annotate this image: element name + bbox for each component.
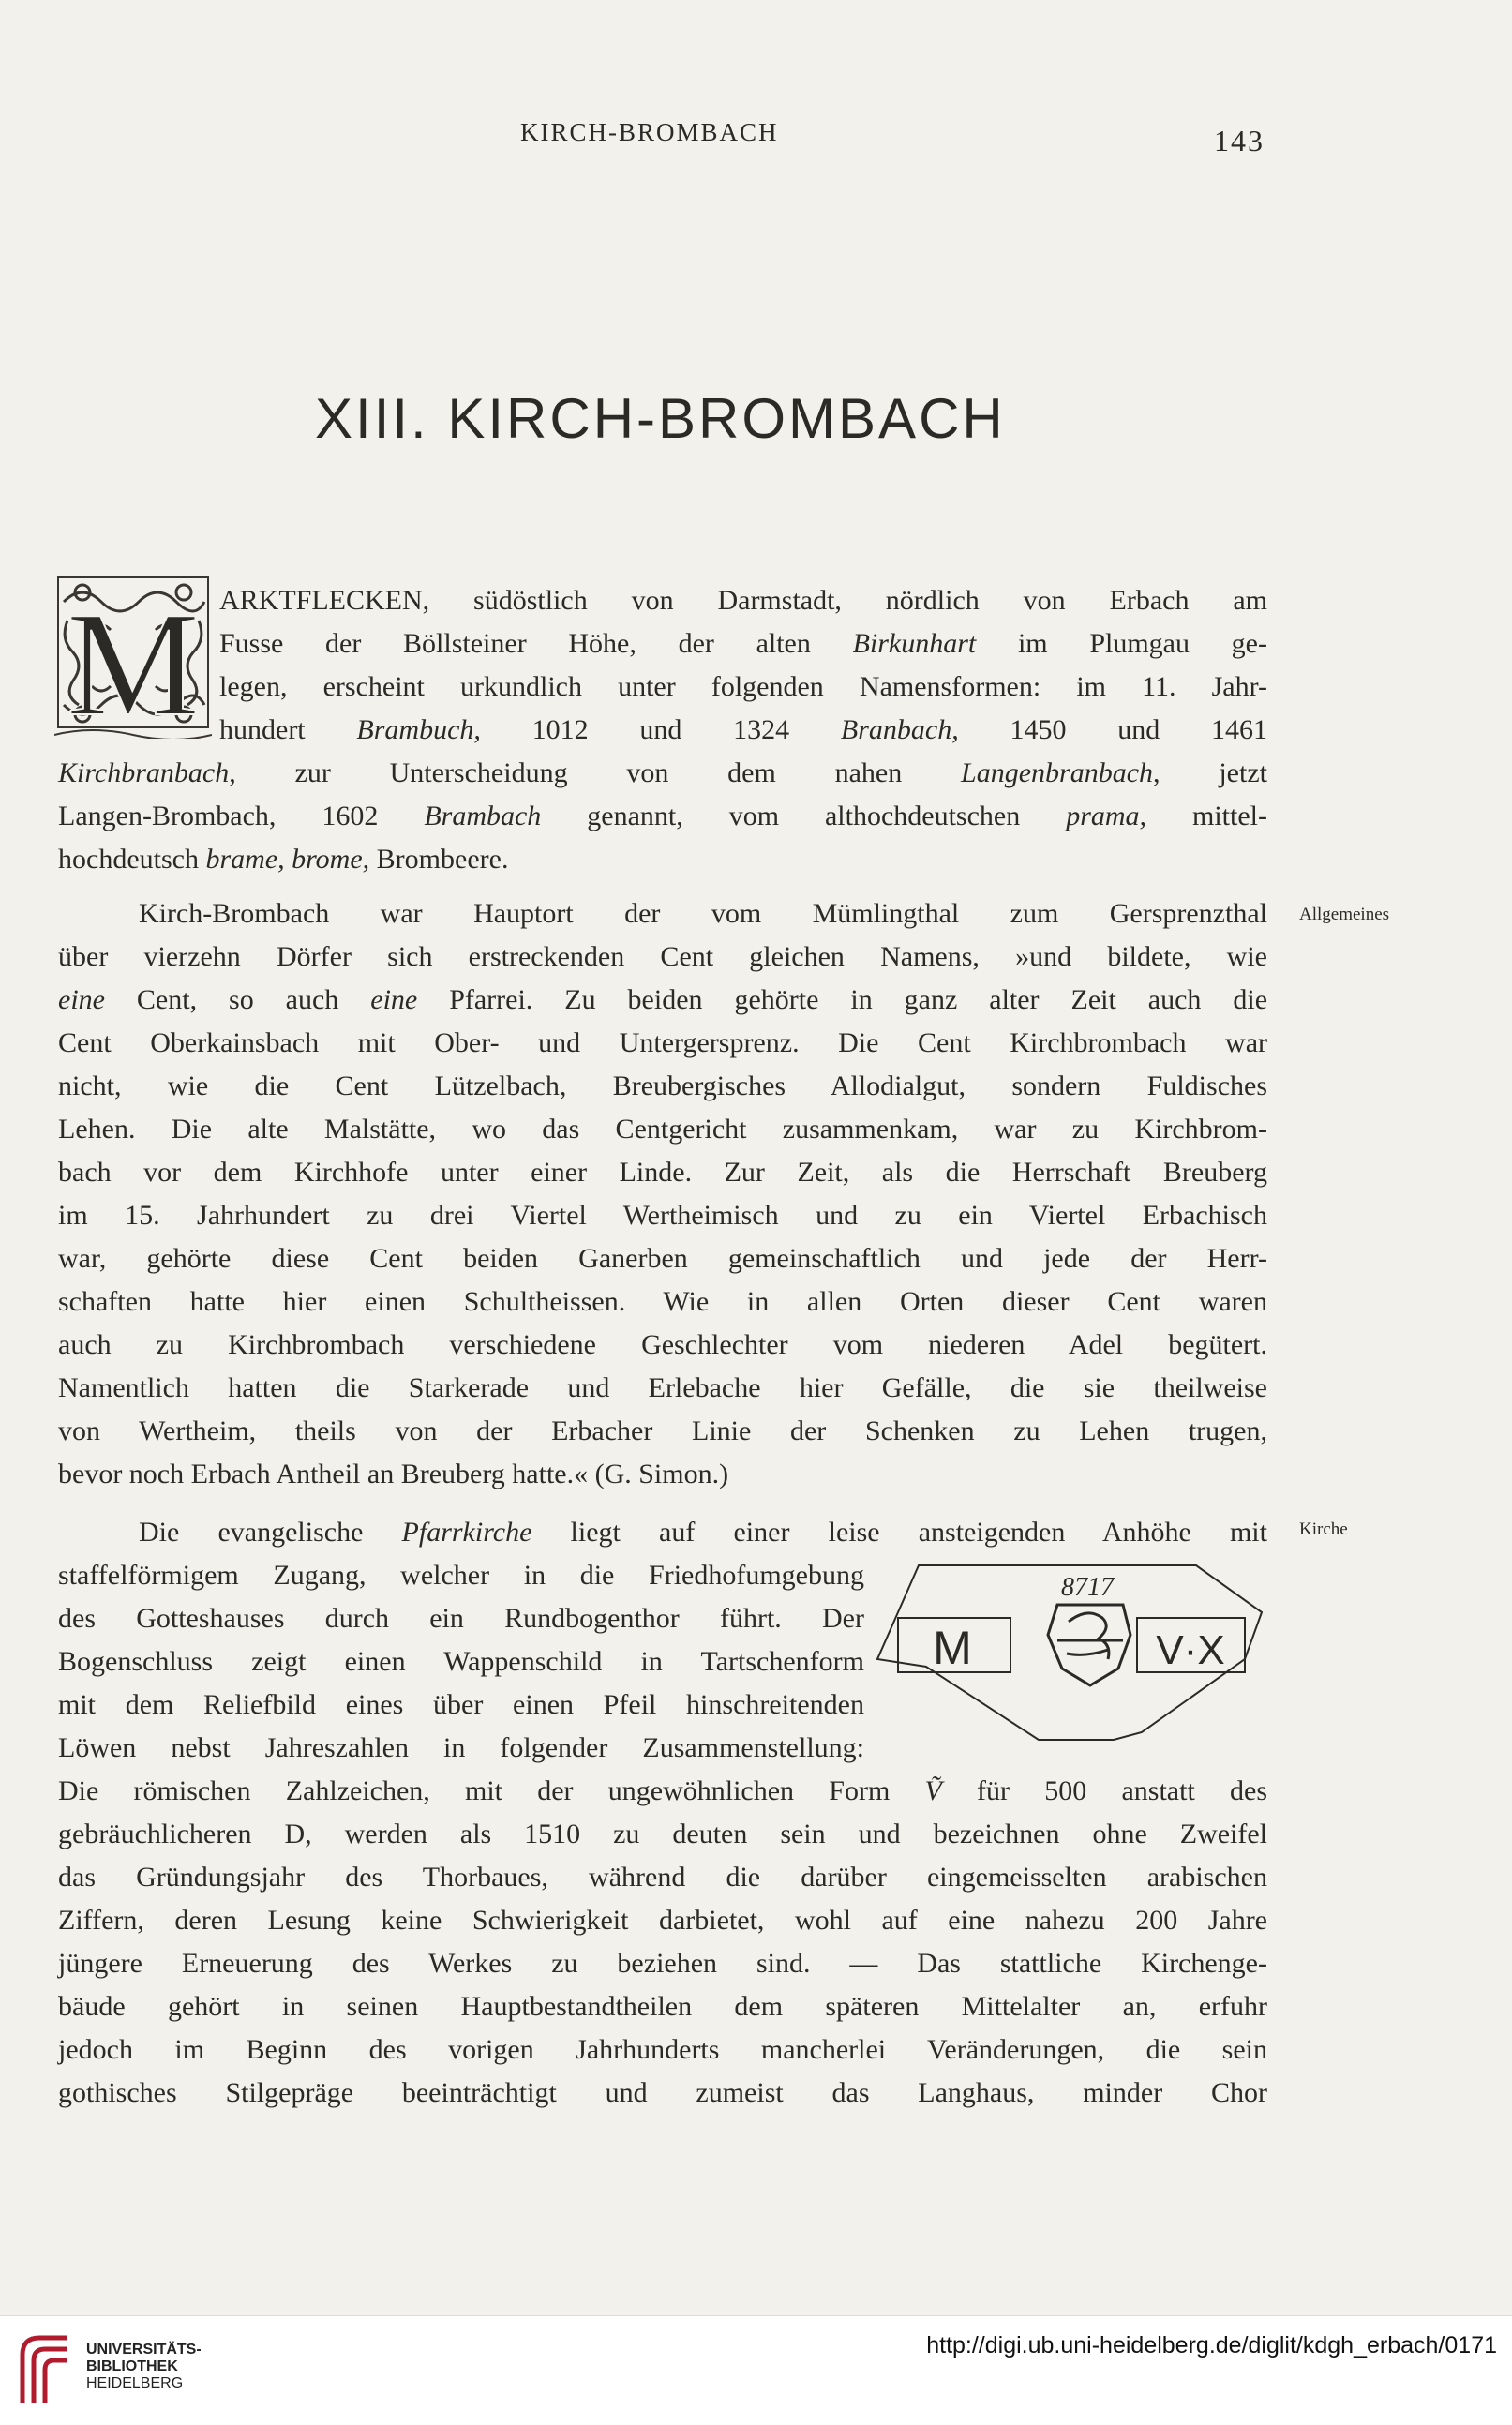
text-run: jüngere Erneuerung des Werkes zu beziehen sind. — Das stattliche Kirchenge- <box>58 1948 1267 1979</box>
text-run: gebräuchlicheren D, werden als 1510 zu deuten sein und bezeichnen ohne Zweifel <box>58 1819 1267 1849</box>
text-line <box>58 838 1267 881</box>
page-number: 143 <box>1214 124 1265 157</box>
text-run: Die römischen Zahlzeichen, mit der ungewöhnlichen Form <box>58 1775 925 1806</box>
text-line <box>58 1237 1267 1280</box>
text-run: jedoch im Beginn des vorigen Jahrhunderts mancherlei Veränderungen, die sein <box>58 2034 1267 2065</box>
text-run: , zur Unterscheidung von dem nahen <box>229 757 962 788</box>
inscription-arabic-date: 8717 <box>1061 1573 1114 1602</box>
text-line <box>58 752 1267 795</box>
running-head: KIRCH-BROMBACH <box>520 118 779 146</box>
italic-text-run: Brambuch, <box>356 714 481 745</box>
text-line <box>58 2028 1267 2072</box>
text-run: Ziffern, deren Lesung keine Schwierigkeit darbietet, wohl auf eine nahezu 200 Jahre <box>58 1905 1267 1936</box>
text-line <box>58 1899 1267 1942</box>
text-run: liegt auf einer leise ansteigenden Anhöhe mit <box>531 1517 1267 1548</box>
text-line <box>58 892 1267 936</box>
drop-cap-letter: M <box>66 580 201 739</box>
text-run: schaften hatte hier einen Schultheissen. Wie in allen Orten dieser Cent waren <box>58 1286 1267 1317</box>
text-run: Kirch-Brombach war Hauptort der vom Mümlingthal zum Gersprenzthal <box>139 898 1267 929</box>
text-line <box>58 1453 1267 1496</box>
text-run: legen, erscheint urkundlich unter folgenden Namensformen: im 11. Jahr- <box>219 671 1267 702</box>
text-line <box>58 1727 864 1770</box>
text-line <box>58 1065 1267 1108</box>
text-run: bevor noch Erbach Antheil an Breuberg hatte.« (G. Simon.) <box>58 1459 729 1489</box>
margin-note-allgemeines: Allgemeines <box>1299 905 1390 924</box>
italic-text-run: Pfarrkirche <box>401 1517 532 1548</box>
italic-text-run: Brambach <box>424 801 542 831</box>
text-line <box>58 1151 1267 1194</box>
chapter-title: XIII. KIRCH-BROMBACH <box>315 387 1006 450</box>
text-run: nicht, wie die Cent Lützelbach, Breubergisches Allodialgut, sondern Fuldisches <box>58 1070 1267 1101</box>
library-name-line3: HEIDELBERG <box>86 2375 184 2391</box>
text-run: das Gründungsjahr des Thorbaues, während die darüber eingemeisselten arabischen <box>58 1862 1267 1893</box>
text-run: 1012 und 1324 <box>480 714 841 745</box>
italic-text-run: Langenbranbach <box>961 757 1154 788</box>
library-name-line1: UNIVERSITÄTS- <box>86 2342 202 2358</box>
text-line <box>58 1554 864 1597</box>
text-run: des Gotteshauses durch ein Rundbogenthor führt. Der <box>58 1603 864 1634</box>
text-run: ARKTFLECKEN, südöstlich von Darmstadt, nördlich von Erbach am <box>219 585 1267 616</box>
paragraph-history <box>58 892 1267 1496</box>
library-name <box>86 2342 202 2392</box>
text-line <box>58 1367 1267 1410</box>
italic-text-run: brame, brome, <box>205 844 370 875</box>
text-line <box>58 795 1267 838</box>
text-run: , jetzt <box>1153 757 1267 788</box>
text-line <box>58 936 1267 979</box>
text-run: Cent, so auch <box>104 984 371 1015</box>
text-run: Langen-Brombach, 1602 <box>58 801 425 831</box>
text-line <box>58 1324 1267 1367</box>
text-line <box>58 1770 1267 1813</box>
inscription-illustration <box>870 1556 1273 1762</box>
italic-text-run: eine <box>58 984 105 1015</box>
text-line <box>58 1108 1267 1151</box>
text-run: gothisches Stilgepräge beeinträchtigt und zumeist das Langhaus, minder Chor <box>58 2077 1267 2108</box>
text-line <box>58 1985 1267 2028</box>
italic-text-run: Ṽ <box>924 1775 942 1806</box>
text-line <box>58 1280 1267 1324</box>
text-line <box>219 579 1267 622</box>
text-line <box>219 709 1267 752</box>
text-run: auch zu Kirchbrombach verschiedene Geschlechter vom niederen Adel begütert. <box>58 1329 1267 1360</box>
italic-text-run: eine <box>370 984 418 1015</box>
text-run: Cent Oberkainsbach mit Ober- und Untergersprenz. Die Cent Kirchbrombach war <box>58 1027 1267 1058</box>
text-line <box>58 1856 1267 1899</box>
text-line <box>58 1022 1267 1065</box>
text-run: von Wertheim, theils von der Erbacher Linie der Schenken zu Lehen trugen, <box>58 1415 1267 1446</box>
text-run: Pfarrei. Zu beiden gehörte in ganz alter Zeit auch die <box>417 984 1268 1015</box>
text-run: war, gehörte diese Cent beiden Ganerben gemeinschaftlich und jede der Herr- <box>58 1243 1267 1274</box>
text-run: mit dem Reliefbild eines über einen Pfeil hinschreitenden <box>58 1689 864 1720</box>
text-run: genannt, vom althochdeutschen <box>541 801 1067 831</box>
text-line <box>58 1410 1267 1453</box>
italic-text-run: prama, <box>1066 801 1147 831</box>
text-run: Löwen nebst Jahreszahlen in folgender Zusammenstellung: <box>58 1732 864 1763</box>
italic-text-run: Kirchbranbach <box>58 757 230 788</box>
text-line <box>219 666 1267 709</box>
text-line <box>139 1511 1267 1554</box>
text-run: Namentlich hatten die Starkerade und Erlebache hier Gefälle, die sie theilweise <box>58 1372 1267 1403</box>
text-run: Fusse der Böllsteiner Höhe, der alten <box>219 628 853 659</box>
library-logo-icon <box>15 2332 73 2407</box>
text-run: bäude gehört in seinen Hauptbestandtheilen dem späteren Mittelalter an, erfuhr <box>58 1991 1267 2022</box>
text-line <box>58 1813 1267 1856</box>
text-line <box>58 2072 1267 2115</box>
text-run: Die evangelische <box>139 1517 402 1548</box>
italic-text-run: Branbach, <box>840 714 959 745</box>
paragraph-numerals <box>58 1770 1267 2115</box>
text-run: hochdeutsch <box>58 844 206 875</box>
intro-paragraph <box>58 579 1267 881</box>
text-run: im Plumgau ge- <box>976 628 1267 659</box>
text-run: Bogenschluss zeigt einen Wappenschild in Tartschenform <box>58 1646 864 1677</box>
text-run: hundert <box>219 714 357 745</box>
text-run: 1450 und 1461 <box>958 714 1268 745</box>
text-line <box>58 1597 864 1640</box>
source-url-link[interactable]: http://digi.ub.uni-heidelberg.de/diglit/kdgh_erbach/0171 <box>926 2332 1497 2358</box>
text-run: Brombeere. <box>369 844 509 875</box>
text-line <box>58 1942 1267 1985</box>
text-line <box>58 1640 864 1684</box>
text-run: für 500 anstatt des <box>941 1775 1267 1806</box>
inscription-left-roman: M <box>933 1622 972 1674</box>
text-run: bach vor dem Kirchhofe unter einer Linde. Zur Zeit, als die Herrschaft Breuberg <box>58 1157 1267 1188</box>
text-run: Lehen. Die alte Malstätte, wo das Centgericht zusammenkam, war zu Kirchbrom- <box>58 1114 1267 1145</box>
text-line <box>58 1194 1267 1237</box>
margin-note-kirche: Kirche <box>1299 1519 1348 1539</box>
library-name-line2: BIBLIOTHEK <box>86 2358 178 2374</box>
text-run: im 15. Jahrhundert zu drei Viertel Wertheimisch und zu ein Viertel Erbachisch <box>58 1200 1267 1231</box>
text-run: mittel- <box>1146 801 1267 831</box>
text-run: staffelförmigem Zugang, welcher in die Friedhofumgebung <box>58 1560 864 1591</box>
text-run: über vierzehn Dörfer sich erstreckenden Cent gleichen Namens, »und bildete, wie <box>58 941 1267 972</box>
text-line <box>58 1684 864 1727</box>
text-line <box>58 979 1267 1022</box>
text-line <box>219 622 1267 666</box>
italic-text-run: Birkunhart <box>852 628 977 659</box>
inscription-right-roman: V·X <box>1156 1627 1225 1673</box>
